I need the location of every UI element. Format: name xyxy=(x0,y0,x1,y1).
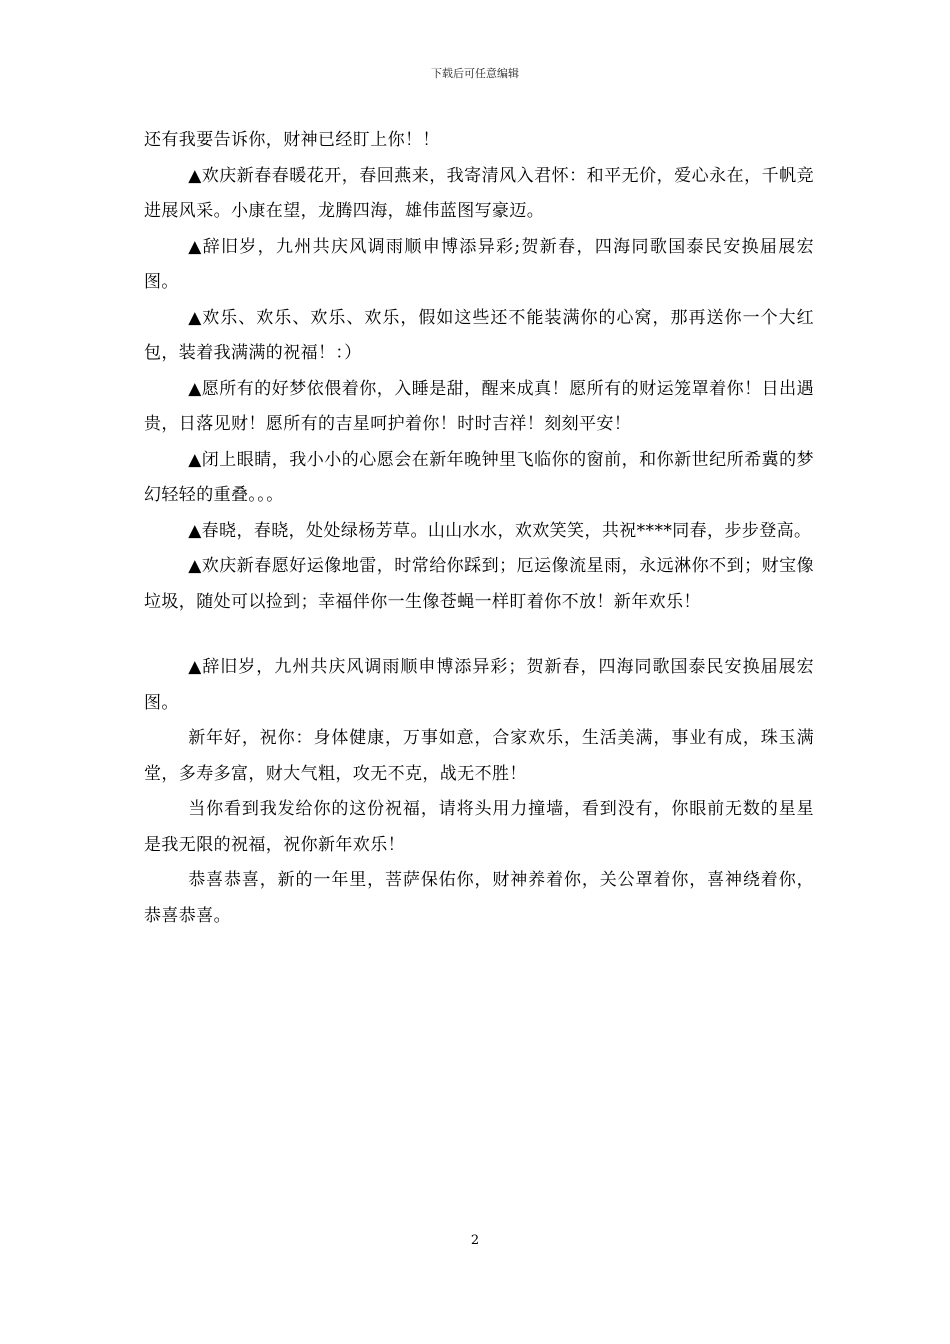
paragraph-gap xyxy=(144,620,814,650)
paragraph: 当你看到我发给你的这份祝福，请将头用力撞墙，看到没有，你眼前无数的星星是我无限的祝福，祝你新年欢乐！ xyxy=(144,799,814,855)
paragraph: ▲欢乐、欢乐、欢乐、欢乐，假如这些还不能装满你的心窝，那再送你一个大红包，装着我满满的祝福！：） xyxy=(144,307,814,363)
paragraph: 恭喜恭喜，新的一年里，菩萨保佑你，财神养着你，关公罩着你，喜神绕着你，恭喜恭喜。 xyxy=(144,870,814,926)
paragraph: ▲辞旧岁，九州共庆风调雨顺申博添异彩；贺新春，四海同歌国泰民安换届展宏图。 xyxy=(144,657,814,713)
page-header: 下载后可任意编辑 xyxy=(431,67,519,80)
document-body xyxy=(144,123,814,934)
paragraph: ▲闭上眼睛，我小小的心愿会在新年晚钟里飞临你的窗前，和你新世纪所希冀的梦幻轻轻的重叠。。。 xyxy=(144,449,814,505)
paragraph: ▲愿所有的好梦依偎着你，入睡是甜，醒来成真！愿所有的财运笼罩着你！日出遇贵，日落见财！愿所有的吉星呵护着你！时时吉祥！刻刻平安！ xyxy=(144,378,814,434)
paragraph: ▲春晓，春晓，处处绿杨芳草。山山水水，欢欢笑笑，共祝****同春，步步登高。 xyxy=(188,520,812,541)
paragraph: 新年好，祝你：身体健康，万事如意，合家欢乐，生活美满，事业有成，珠玉满堂，多寿多富，财大气粗，攻无不克，战无不胜！ xyxy=(144,728,814,784)
page-number: 2 xyxy=(470,1233,480,1248)
paragraph: ▲辞旧岁，九州共庆风调雨顺申博添异彩;贺新春，四海同歌国泰民安换届展宏图。 xyxy=(144,236,814,292)
paragraph: ▲欢庆新春愿好运像地雷，时常给你踩到；厄运像流星雨，永远淋你不到；财宝像垃圾，随处可以捡到；幸福伴你一生像苍蝇一样盯着你不放！新年欢乐！ xyxy=(144,556,814,612)
paragraph: ▲欢庆新春春暖花开，春回燕来，我寄清风入君怀：和平无价，爱心永在，千帆竞进展风采。小康在望，龙腾四海，雄伟蓝图写豪迈。 xyxy=(144,165,814,221)
paragraph: 还有我要告诉你，财神已经盯上你！！ xyxy=(144,130,440,150)
